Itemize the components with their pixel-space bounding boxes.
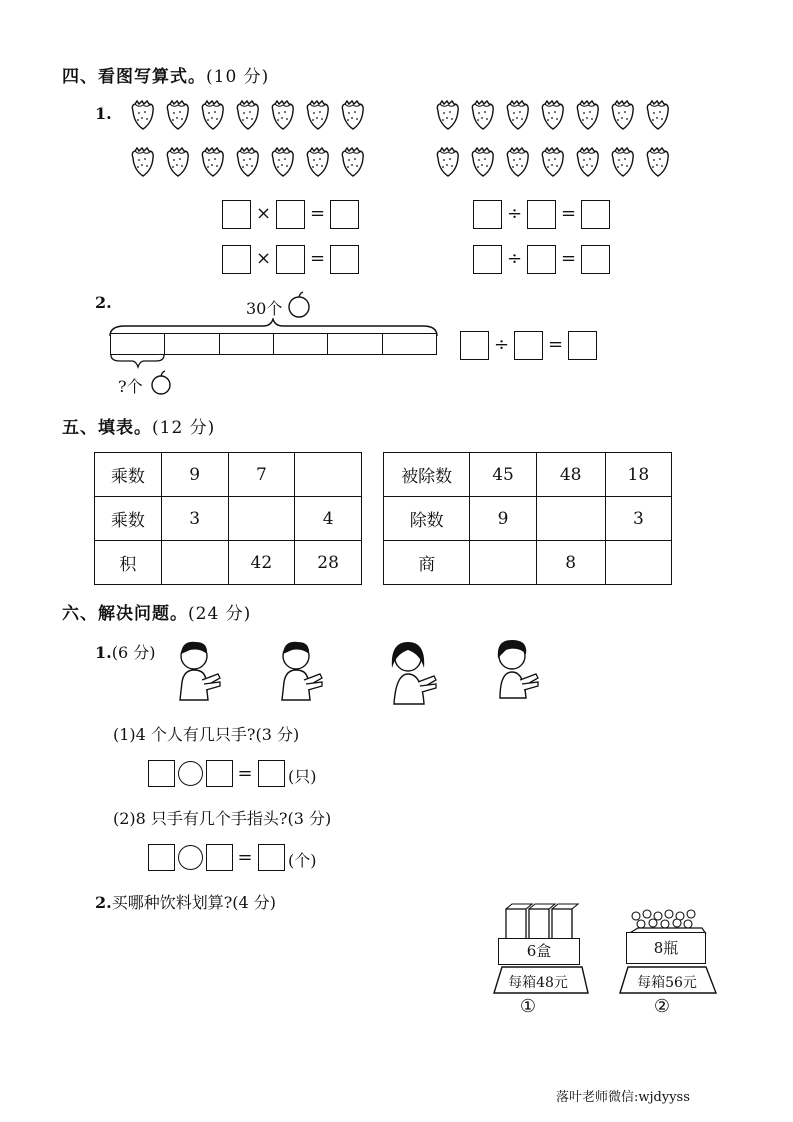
- answer-box[interactable]: [473, 200, 502, 229]
- bar-segment: [328, 334, 382, 354]
- option-marker: ①: [519, 996, 537, 1017]
- section6-q1-sub1: (1)4 个人有几只手?(3 分): [113, 725, 300, 744]
- section5-heading: 五、填表。(12 分): [62, 418, 216, 438]
- table-cell: 商: [384, 541, 470, 585]
- child-girl-icon: [392, 642, 436, 704]
- table-cell: 被除数: [384, 453, 470, 497]
- equals-sign: =: [237, 847, 253, 868]
- operator-circle[interactable]: [178, 845, 203, 870]
- section6-q2-question: 2.买哪种饮料划算?(4 分): [95, 893, 277, 912]
- answer-box[interactable]: [148, 760, 175, 787]
- children-illustration: [168, 634, 548, 708]
- table-cell: 48: [536, 453, 605, 497]
- table-cell: 9: [161, 453, 228, 497]
- child-girl-icon: [498, 640, 538, 698]
- times-sign: ×: [255, 248, 272, 269]
- box-label: 6盒: [498, 938, 580, 965]
- answer-box[interactable]: [148, 844, 175, 871]
- table-cell: 45: [470, 453, 536, 497]
- bar-segment: [220, 334, 274, 354]
- unit-label: (个): [288, 851, 317, 870]
- bar-segment: [111, 334, 165, 354]
- child-boy-icon: [180, 642, 220, 700]
- answer-box[interactable]: [206, 760, 233, 787]
- answer-box[interactable]: [276, 200, 305, 229]
- bar-segment: [383, 334, 436, 354]
- divide-sign: ÷: [506, 248, 523, 269]
- times-sign: ×: [255, 203, 272, 224]
- option-marker: ②: [653, 996, 671, 1017]
- equals-sign: =: [560, 203, 577, 224]
- bar-segment: [165, 334, 219, 354]
- equals-sign: =: [309, 203, 326, 224]
- total-label: 30个: [246, 299, 283, 318]
- table-cell: 乘数: [95, 497, 162, 541]
- footer-contact: 落叶老师微信:wjdyyss: [556, 1090, 690, 1105]
- section6-q1-number: 1.(6 分): [95, 643, 156, 662]
- table-cell-blank[interactable]: [161, 541, 228, 585]
- answer-box[interactable]: [581, 245, 610, 274]
- answer-box[interactable]: [258, 844, 285, 871]
- box-label: 8瓶: [626, 932, 706, 964]
- table-cell: 18: [605, 453, 671, 497]
- price-label: 每箱56元: [637, 975, 697, 991]
- table-cell: 8: [536, 541, 605, 585]
- apple-icon: [148, 369, 176, 397]
- section6-q1-sub2: (2)8 只手有几个手指头?(3 分): [113, 809, 332, 828]
- equals-sign: =: [309, 248, 326, 269]
- answer-box[interactable]: [330, 200, 359, 229]
- child-boy-icon: [282, 642, 322, 700]
- answer-box[interactable]: [527, 245, 556, 274]
- answer-box[interactable]: [568, 331, 597, 360]
- table-cell: 4: [295, 497, 362, 541]
- answer-box[interactable]: [206, 844, 233, 871]
- price-label: 每箱48元: [508, 975, 568, 991]
- section6-heading: 六、解决问题。(24 分): [62, 604, 252, 624]
- table-cell: 3: [605, 497, 671, 541]
- apple-icon: [285, 290, 315, 320]
- answer-box[interactable]: [527, 200, 556, 229]
- table-cell: 9: [470, 497, 536, 541]
- section4-q2-number: 2.: [95, 293, 112, 312]
- table-cell-blank[interactable]: [470, 541, 536, 585]
- operator-circle[interactable]: [178, 761, 203, 786]
- juice-boxes-icon: [494, 903, 584, 941]
- table-cell-blank[interactable]: [295, 453, 362, 497]
- equals-sign: =: [547, 334, 564, 355]
- table-cell: 除数: [384, 497, 470, 541]
- table-cell: 乘数: [95, 453, 162, 497]
- section4-heading: 四、看图写算式。(10 分): [62, 67, 270, 87]
- strawberry-illustration: [125, 98, 695, 190]
- answer-box[interactable]: [581, 200, 610, 229]
- strawberry-group-left: [132, 101, 363, 176]
- answer-box[interactable]: [473, 245, 502, 274]
- section4-q1-number: 1.: [95, 104, 112, 123]
- table-cell: 3: [161, 497, 228, 541]
- answer-box[interactable]: [330, 245, 359, 274]
- bar-segment: [274, 334, 328, 354]
- divide-sign: ÷: [506, 203, 523, 224]
- part-label: ?个: [118, 377, 143, 396]
- table-cell-blank[interactable]: [536, 497, 605, 541]
- table-cell-blank[interactable]: [228, 497, 295, 541]
- table-cell: 42: [228, 541, 295, 585]
- equals-sign: =: [560, 248, 577, 269]
- answer-box[interactable]: [276, 245, 305, 274]
- table-cell-blank[interactable]: [605, 541, 671, 585]
- multiplication-table: [94, 452, 362, 585]
- table-cell: 28: [295, 541, 362, 585]
- answer-box[interactable]: [258, 760, 285, 787]
- answer-box[interactable]: [222, 200, 251, 229]
- division-table: [383, 452, 672, 585]
- unit-label: (只): [288, 767, 317, 786]
- table-cell: 7: [228, 453, 295, 497]
- table-cell: 积: [95, 541, 162, 585]
- equals-sign: =: [237, 763, 253, 784]
- segment-bar: [110, 333, 437, 355]
- answer-box[interactable]: [514, 331, 543, 360]
- divide-sign: ÷: [493, 334, 510, 355]
- answer-box[interactable]: [460, 331, 489, 360]
- answer-box[interactable]: [222, 245, 251, 274]
- strawberry-group-right: [437, 101, 668, 176]
